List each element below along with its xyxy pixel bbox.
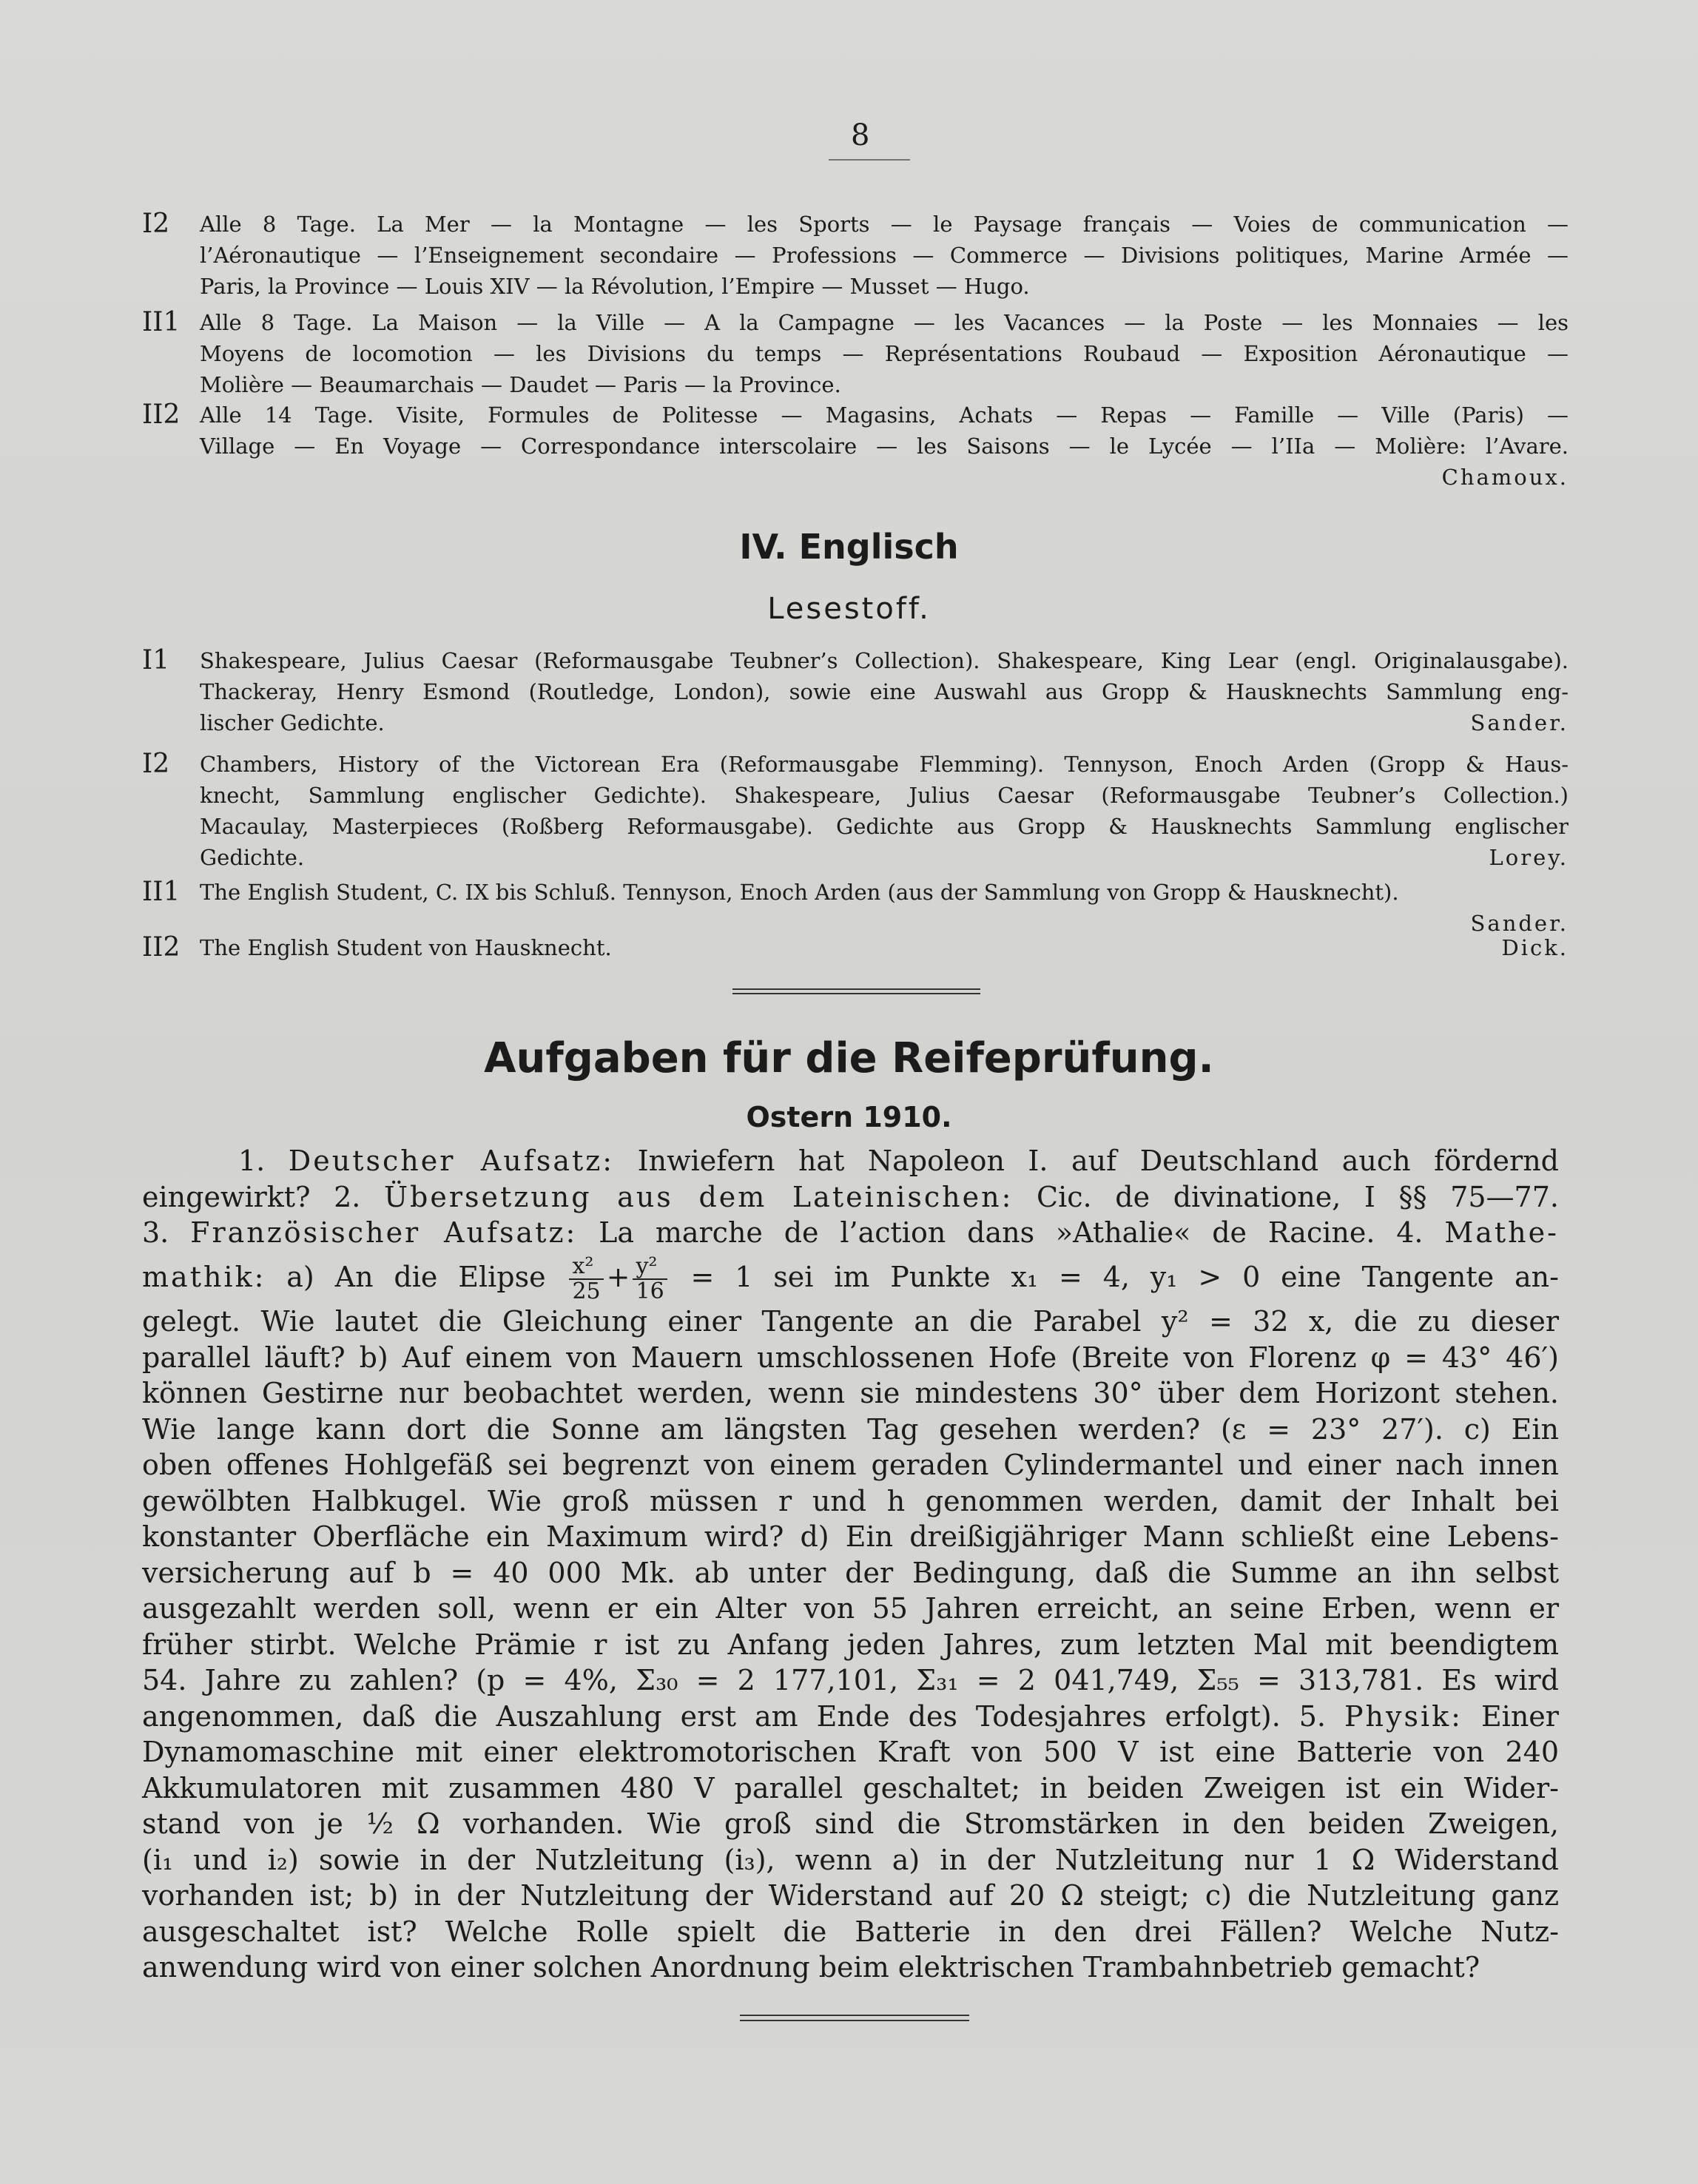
text-line xyxy=(142,1215,1559,1251)
class-label: II1 xyxy=(142,307,181,337)
text-line: vorhanden ist; b) in der Nutzleitung der Widerstand auf 20 Ω steigt; c) die Nutzleitung ganz xyxy=(142,1879,1559,1912)
fraction-y xyxy=(633,1255,667,1304)
task-text: Einer xyxy=(1480,1699,1559,1733)
text-line: gewölbten Halbkugel. Wie groß müssen r und h genommen werden, damit der Inhalt bei xyxy=(142,1484,1559,1517)
teacher-name: Chamoux. xyxy=(1441,465,1569,490)
task-text: angenommen, daß die Auszahlung erst am Ende des Todesjahres erfolgt). 5. xyxy=(142,1699,1326,1733)
divider xyxy=(732,993,980,994)
task-text: eingewirkt? 2. xyxy=(142,1180,361,1213)
fraction-x xyxy=(569,1255,603,1304)
task-subject: Deutscher Aufsatz: xyxy=(288,1145,615,1177)
text-line: oben offenes Hohlgefäß sei begrenzt von einem geraden Cylindermantel und einer nach innen xyxy=(142,1449,1559,1481)
text-line: anwendung wird von einer solchen Anordnung beim elektrischen Trambahnbetrieb gemacht? xyxy=(142,1951,1480,1984)
text-line: Wie lange kann dort die Sonne am längsten Tag gesehen werden? (ε = 23° 27′). c) Ein xyxy=(142,1412,1559,1446)
text-line: Village — En Voyage — Correspondance interscolaire — les Saisons — le Lycée — l’IIa — Molière: l’Avare. xyxy=(200,434,1569,459)
text-line: ausgeschaltet ist? Welche Rolle spielt die Batterie in den drei Fällen? Welche Nutz- xyxy=(142,1915,1559,1948)
english-entry-I2 xyxy=(142,749,1569,873)
text-line: The English Student von Hausknecht. xyxy=(200,935,612,960)
task-number: 3. xyxy=(142,1216,169,1249)
text-line: Thackeray, Henry Esmond (Routledge, London), sowie eine Auswahl aus Gropp & Hausknechts Sammlung eng- xyxy=(200,679,1569,704)
text-line: (i₁ und i₂) sowie in der Nutzleitung (i₃), wenn a) in der Nutzleitung nur 1 Ω Widerstand xyxy=(142,1843,1559,1876)
english-entry-II2 xyxy=(142,932,1569,963)
text-line: Gedichte. xyxy=(200,845,305,870)
task-subject: Französischer Aufsatz: xyxy=(190,1216,578,1249)
text-line xyxy=(142,1143,1559,1179)
class-label: II2 xyxy=(142,400,181,430)
text-line: konstanter Oberfläche ein Maximum wird? d) Ein dreißigjähriger Mann schließt eine Lebens- xyxy=(142,1520,1559,1553)
divider xyxy=(732,988,980,990)
text-line: Paris, la Province — Louis XIV — la Révolution, l’Empire — Musset — Hugo. xyxy=(200,274,1030,299)
task-text: Cic. de divinatione, I §§ 75—77. xyxy=(1037,1180,1559,1213)
teacher-name: Sander. xyxy=(1470,911,1569,936)
divider xyxy=(740,2015,969,2016)
text-line: versicherung auf b = 40 000 Mk. ab unter der Bedingung, daß die Summe an ihn selbst xyxy=(142,1556,1559,1589)
numerator: x² xyxy=(569,1255,603,1280)
text-line: früher stirbt. Welche Prämie r ist zu Anfang jeden Jahres, zum letzten Mal mit beendigtem xyxy=(142,1628,1559,1661)
class-label: I2 xyxy=(142,749,170,779)
text-line: gelegt. Wie lautet die Gleichung einer Tangente an die Parabel y² = 32 x, die zu dieser xyxy=(142,1305,1559,1338)
text-line: The English Student, C. IX bis Schluß. Tennyson, Enoch Arden (aus der Sammlung von Gropp & Hausknecht). xyxy=(200,880,1399,905)
text-line: 54. Jahre zu zahlen? (p = 4%, Σ₃₀ = 2 177,101, Σ₃₁ = 2 041,749, Σ₅₅ = 313,781. Es wird xyxy=(142,1664,1559,1696)
task-text: a) An die Elipse xyxy=(286,1260,546,1293)
text-line: l’Aéronautique — l’Enseignement secondaire — Professions — Commerce — Divisions politiques, Marine Armée — xyxy=(200,243,1569,268)
task-number: 1. xyxy=(238,1145,266,1177)
text-line: Dynamomaschine mit einer elektromotorischen Kraft von 500 V ist eine Batterie von 240 xyxy=(142,1736,1559,1768)
task-subject: mathik: xyxy=(142,1260,266,1293)
text-line xyxy=(142,1179,1559,1216)
franz-entry-I2 xyxy=(142,209,1569,302)
text-line xyxy=(142,1251,1559,1304)
franz-entry-II2 xyxy=(142,400,1569,493)
text-line: Shakespeare, Julius Caesar (Reformausgabe Teubner’s Collection). Shakespeare, King Lear (engl. Originalausgabe). xyxy=(200,648,1569,673)
text-line: Molière — Beaumarchais — Daudet — Paris — la Province. xyxy=(200,372,841,397)
numerator: y² xyxy=(633,1255,667,1280)
task-text: La marche de l’action dans »Athalie« de Racine. 4. xyxy=(599,1216,1424,1249)
teacher-name: Dick. xyxy=(1501,935,1569,960)
page-number-rule xyxy=(829,159,910,161)
plus-sign: + xyxy=(606,1260,630,1293)
section-subheading: Ostern 1910. xyxy=(746,1101,952,1133)
task-subject: Mathe- xyxy=(1444,1216,1559,1249)
text-line: Macaulay, Masterpieces (Roßberg Reformausgabe). Gedichte aus Gropp & Hausknechts Sammlung englischer xyxy=(200,814,1569,839)
task-subject: Übersetzung aus dem Lateinischen: xyxy=(383,1180,1014,1213)
section-heading: IV. Englisch xyxy=(739,527,959,567)
task-text: = 1 sei im Punkte x₁ = 4, y₁ > 0 eine Tangente an- xyxy=(690,1260,1559,1293)
text-line: Moyens de locomotion — les Divisions du temps — Représentations Roubaud — Exposition Aéronautique — xyxy=(200,341,1569,366)
task-text: Inwiefern hat Napoleon I. auf Deutschland auch fördernd xyxy=(637,1145,1560,1177)
text-line xyxy=(142,1699,1559,1735)
text-line: Alle 8 Tage. La Mer — la Montagne — les Sports — le Paysage français — Voies de communication — xyxy=(200,212,1569,237)
class-label: I1 xyxy=(142,645,170,675)
teacher-name: Sander. xyxy=(1470,710,1569,735)
denominator: 16 xyxy=(636,1278,664,1304)
text-line: ausgezahlt werden soll, wenn er ein Alter von 55 Jahren erreicht, an seine Erben, wenn er xyxy=(142,1592,1559,1625)
text-line: können Gestirne nur beobachtet werden, wenn sie mindestens 30° über dem Horizont stehen. xyxy=(142,1377,1559,1409)
text-line: parallel läuft? b) Auf einem von Mauern umschlossenen Hofe (Breite von Florenz φ = 43° 46′) xyxy=(142,1341,1559,1374)
text-line: Chambers, History of the Victorean Era (Reformausgabe Flemming). Tennyson, Enoch Arden (Gropp & Haus- xyxy=(200,752,1569,777)
class-label: II2 xyxy=(142,932,181,963)
english-entry-I1 xyxy=(142,645,1569,738)
class-label: I2 xyxy=(142,209,170,239)
class-label: II1 xyxy=(142,877,181,907)
text-line: Alle 8 Tage. La Maison — la Ville — A la Campagne — les Vacances — la Poste — les Monnaies — les xyxy=(200,310,1569,335)
page-number: 8 xyxy=(851,118,870,152)
text-line: lischer Gedichte. xyxy=(200,710,385,735)
section-subheading: Lesestoff. xyxy=(767,592,931,626)
text-line: Alle 14 Tage. Visite, Formules de Politesse — Magasins, Achats — Repas — Famille — Ville (Paris) — xyxy=(200,402,1569,428)
task-subject: Physik: xyxy=(1344,1699,1463,1733)
divider xyxy=(740,2020,969,2021)
english-entry-II1 xyxy=(142,877,1569,939)
text-line: Akkumulatoren mit zusammen 480 V parallel geschaltet; in beiden Zweigen ist ein Wider- xyxy=(142,1771,1559,1804)
exam-tasks-paragraph xyxy=(142,1143,1559,1986)
text-line: knecht, Sammlung englischer Gedichte). Shakespeare, Julius Caesar (Reformausgabe Teubner’s Collection.) xyxy=(200,783,1569,808)
teacher-name: Lorey. xyxy=(1489,845,1569,870)
text-line: stand von je ½ Ω vorhanden. Wie groß sind die Stromstärken in den beiden Zweigen, xyxy=(142,1807,1559,1840)
denominator: 25 xyxy=(572,1278,601,1304)
franz-entry-II1 xyxy=(142,307,1569,400)
section-heading: Aufgaben für die Reifeprüfung. xyxy=(484,1034,1214,1082)
